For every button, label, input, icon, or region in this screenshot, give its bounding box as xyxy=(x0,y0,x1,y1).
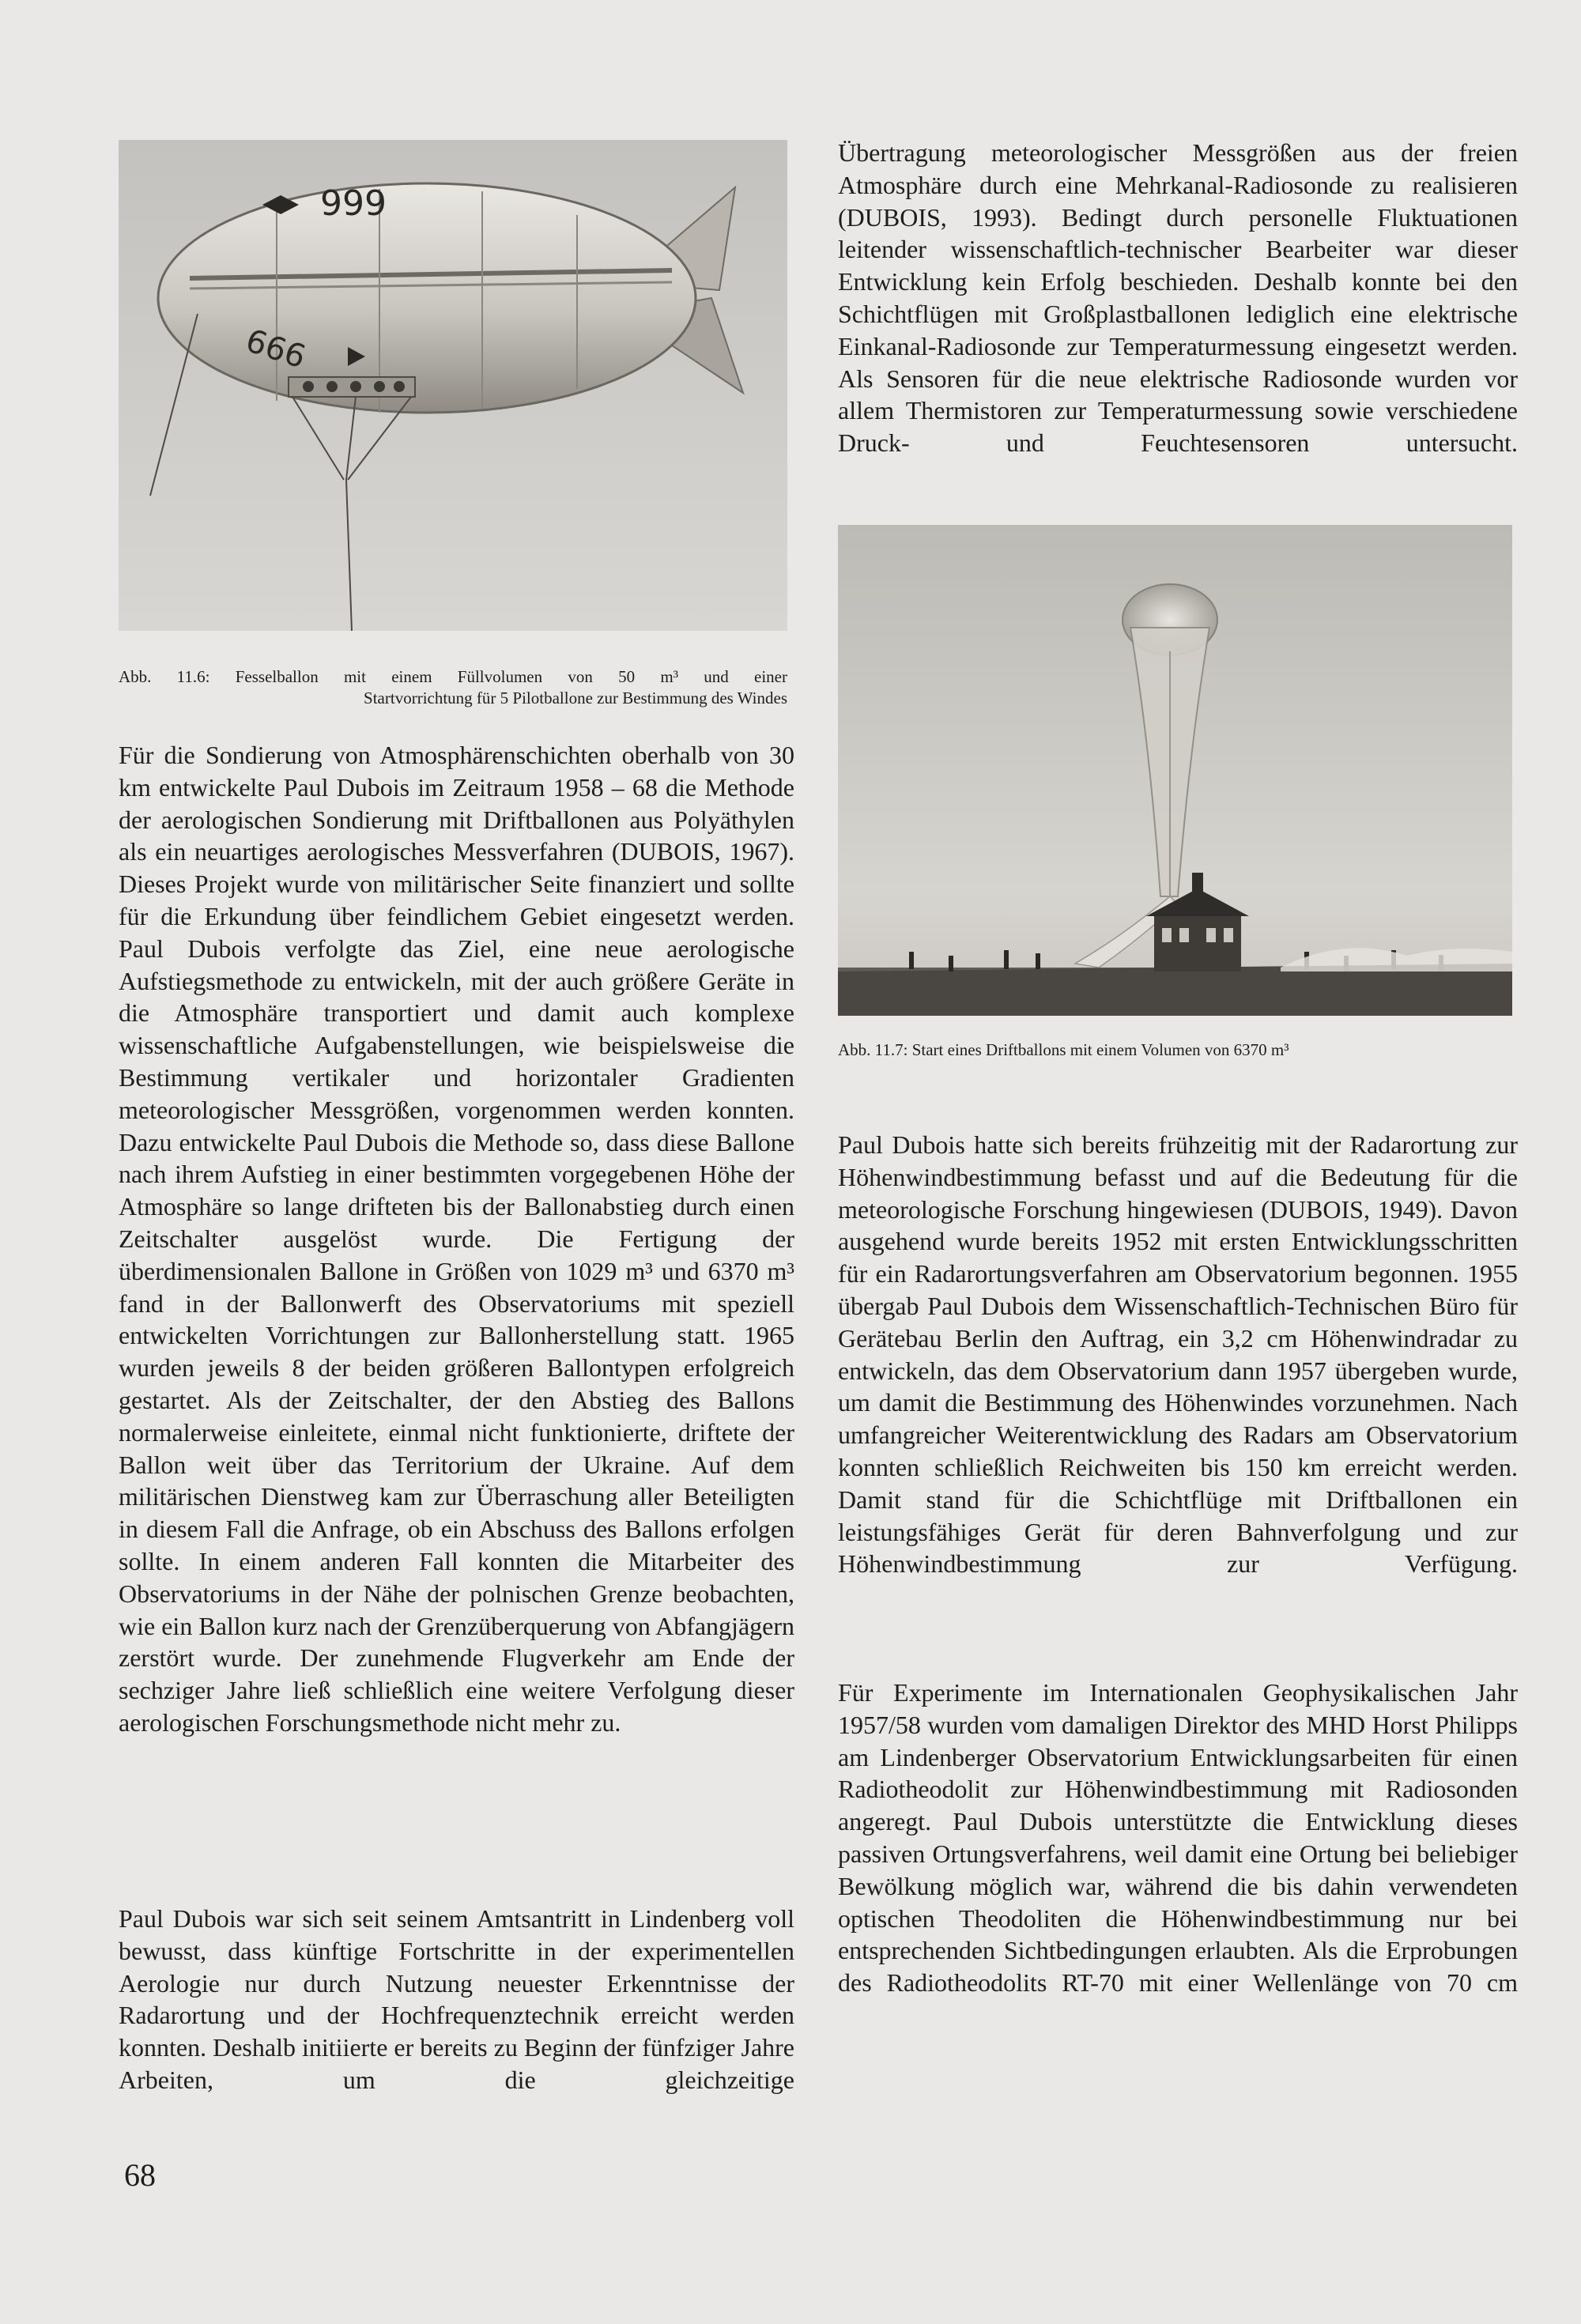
figure-11-7-photo xyxy=(838,525,1512,1016)
paragraph-radar: Paul Dubois hatte sich bereits frühzeitig mit der Radarortung zur Höhenwindbestimmung befasst und auf die Bedeutung für die meteorologische Forschung hingewiesen (DUBOIS, 1949). Davon ausgehend wurde bereits 1952 mit ersten Entwicklungsschritten für ein Radarortungsverfahren am Observatorium begonnen. 1955 übergab Paul Dubois dem Wissenschaftlich-Technischen Büro für Gerätebau Berlin den Auftrag, ein 3,2 cm Höhenwindradar zu entwickeln, das dem Observatorium dann 1957 übergeben wurde, um damit die Bestimmung des Höhenwindes vorzunehmen. Nach umfangreicher Weiterentwicklung des Radars am Observatorium konnten schließlich Reichweiten bis 150 km erreicht werden. Damit stand für die Schichtflüge mit Driftballonen ein leistungsfähiges Gerät für deren Bahnverfolgung und zur Höhenwindbestimmung zur Verfügung. xyxy=(838,1130,1518,1579)
page-number: 68 xyxy=(124,2157,156,2193)
marking-666: 666 xyxy=(241,323,311,376)
caption-11-6-line2: Startvorrichtung für 5 Pilotballone zur Bestimmung des Windes xyxy=(364,689,787,707)
figure-11-7-caption xyxy=(838,1039,1512,1061)
figure-11-6-photo xyxy=(119,140,787,631)
paragraph-amtsantritt: Paul Dubois war sich seit seinem Amtsantritt in Lindenberg voll bewusst, dass künftige Fortschritte in der experimentellen Aerologie nur durch Nutzung neuester Erkenntnisse der Radarortung und der Hochfrequenztechnik erreicht werden konnten. Deshalb initiierte er bereits zu Beginn der fünfziger Jahre Arbeiten, um die gleichzeitige xyxy=(119,1904,794,2094)
paragraph-driftballone: Für die Sondierung von Atmosphärenschichten oberhalb von 30 km entwickelte Paul Dubois im Zeitraum 1958 – 68 die Methode der aerologischen Sondierung mit Driftballonen aus Polyäthylen als ein neuartiges aerologisches Messverfahren (DUBOIS, 1967). Dieses Projekt wurde von militärischer Seite finanziert und sollte für die Erkundung über feindlichem Gebiet eingesetzt werden. Paul Dubois verfolgte das Ziel, eine neue aerologische Aufstiegsmethode zu entwickeln, mit der auch größere Geräte in die Atmosphäre transportiert und damit auch komplexe wissenschaftliche Aufgabenstellungen, wie beispielsweise die Bestimmung vertikaler und horizontaler Gradienten meteorologischer Messgrößen, vorgenommen werden konnten. Dazu entwickelte Paul Dubois die Methode so, dass diese Ballone nach ihrem Aufstieg in einer bestimmten vorgegebenen Höhe der Atmosphäre so lange drifteten bis der Ballonabstieg durch einen Zeitschalter ausgelöst wurde. Die Fertigung der überdimensionalen Ballone in Größen von 1029 m³ und 6370 m³ fand in der Ballonwerft des Observatoriums mit speziell entwickelten Vorrichtungen zur Ballonherstellung statt. 1965 wurden jeweils 8 der beiden größeren Ballontypen erfolgreich gestartet. Als der Zeitschalter, der den Abstieg des Ballons normalerweise einleitete, einmal nicht funktionierte, driftete der Ballon weit über das Territorium der Ukraine. Auf dem militärischen Dienstweg kam zur Überraschung aller Beteiligten in diesem Fall die Anfrage, ob ein Abschuss des Ballons erfolgen sollte. In einem anderen Fall konnten die Mitarbeiter des Observatoriums in der Nähe der polnischen Grenze beobachten, wie ein Ballon kurz nach der Grenzüberquerung von Abfangjägern zerstört wurde. Der zunehmende Flugverkehr am Ende der sechziger Jahre ließ schließlich eine weitere Verfolgung dieser aerologischen Forschungsmethode nicht mehr zu. xyxy=(119,741,794,1737)
paragraph-radiosonde: Übertragung meteorologischer Messgrößen aus der freien Atmosphäre durch eine Mehrkanal-Radiosonde zu realisieren (DUBOIS, 1993). Bedingt durch personelle Fluktuationen leitender wissenschaftlich-technischer Bearbeiter war dieser Entwicklung kein Erfolg beschieden. Deshalb konnte bei den Schichtflügen mit Großplastballonen lediglich eine elektrische Einkanal-Radiosonde zur Temperaturmessung eingesetzt werden. Als Sensoren für die neue elektrische Radiosonde wurden vor allem Thermistoren zur Temperaturmessung sowie verschiedene Druck- und Feuchtesensoren untersucht. xyxy=(838,138,1518,458)
marking-999: 999 xyxy=(320,183,387,224)
caption-11-7-text: Abb. 11.7: Start eines Driftballons mit einem Volumen von 6370 m³ xyxy=(838,1040,1289,1059)
figure-11-6-caption-2 xyxy=(119,687,787,709)
caption-11-6-line1: Abb. 11.6: Fesselballon mit einem Füllvolumen von 50 m³ und einer xyxy=(119,667,787,686)
figure-11-6-caption xyxy=(119,666,787,688)
paragraph-radiotheodolit: Für Experimente im Internationalen Geophysikalischen Jahr 1957/58 wurden vom damaligen Direktor des MHD Horst Philipps am Lindenberger Observatorium Entwicklungsarbeiten für einen Radiotheodolit zur Höhenwindbestimmung mit Radiosonden angeregt. Paul Dubois unterstützte die Entwicklung dieses passiven Ortungsverfahrens, weil damit eine Ortung bei beliebiger Bewölkung möglich war, während die bis dahin verwendeten optischen Theodoliten die Höhenwindbestimmung nur bei entsprechenden Sichtbedingungen erlaubten. Als die Erprobungen des Radiotheodolits RT-70 mit einer Wellenlänge von 70 cm xyxy=(838,1678,1518,1998)
